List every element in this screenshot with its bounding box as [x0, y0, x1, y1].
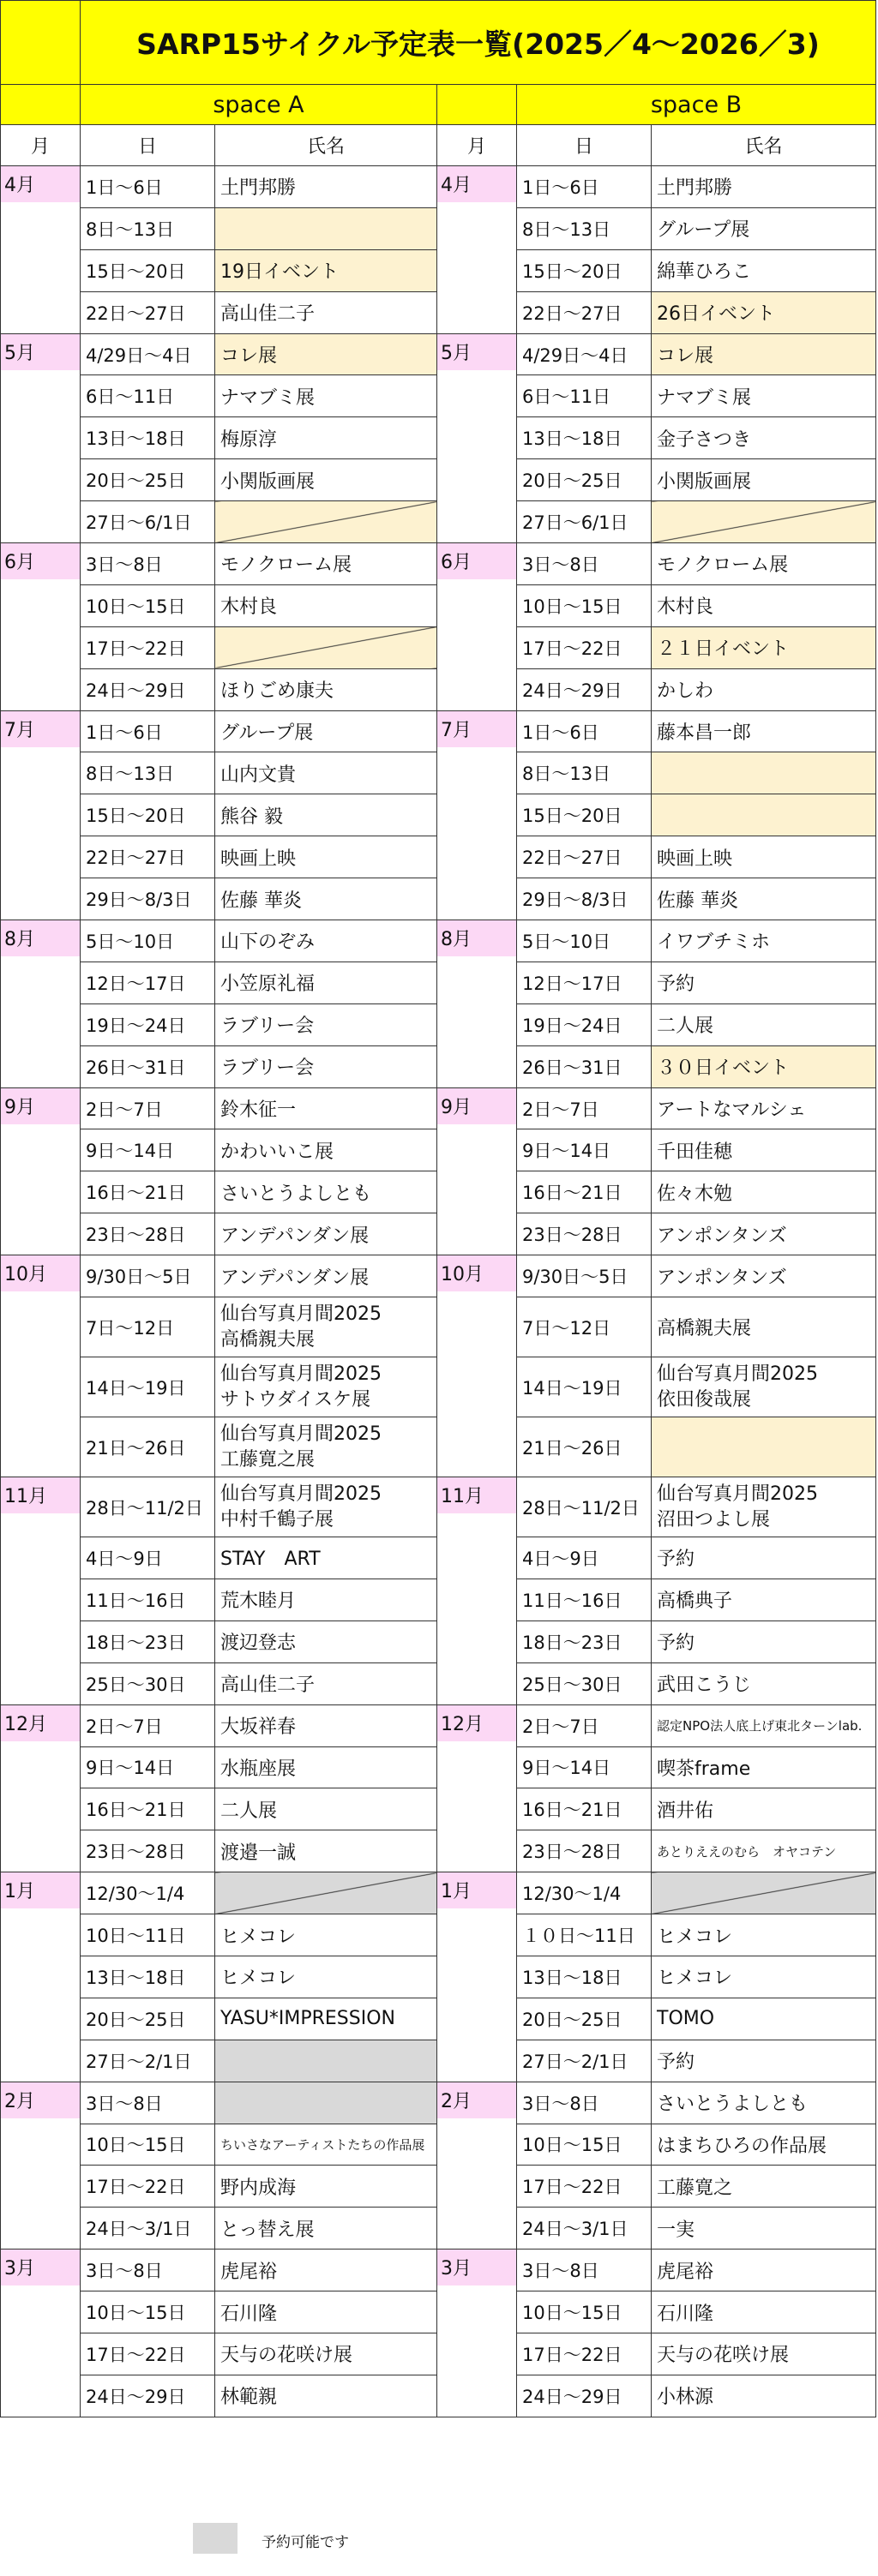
name-cell-a: ヒメコレ [215, 1914, 437, 1956]
name-cell-a: 土門邦勝 [215, 166, 437, 208]
date-cell-b: 22日～27日 [517, 836, 652, 878]
date-cell-a: 26日～31日 [81, 1045, 215, 1087]
month-label: 3月 [1, 2250, 80, 2285]
month-label: 5月 [437, 334, 516, 370]
column-header-row [1, 125, 876, 166]
date-cell-b: 13日～18日 [517, 1956, 652, 1998]
name-line-2: 沼田つよし展 [657, 1508, 771, 1531]
name-cell-b: 千田佳穂 [652, 1129, 876, 1171]
date-cell-b: 29日～8/3日 [517, 878, 652, 920]
month-cell-a [1, 1087, 81, 1255]
name-cell-a: 虎尾裕 [215, 2250, 437, 2291]
name-line-1: 仙台写真月間2025 [220, 1423, 382, 1445]
date-cell-a: 1日～6日 [81, 166, 215, 208]
date-cell-a: 8日～13日 [81, 752, 215, 794]
space-a-header: space A [81, 85, 437, 125]
month-label: 6月 [1, 543, 80, 579]
month-cell-a [1, 543, 81, 711]
month-cell-b [437, 920, 517, 1088]
month-cell-a [1, 1477, 81, 1705]
date-cell-b: 3日～8日 [517, 2082, 652, 2124]
date-cell-b: 9日～14日 [517, 1746, 652, 1788]
date-cell-b: 1日～6日 [517, 710, 652, 752]
date-cell-b: 25日～30日 [517, 1662, 652, 1704]
table-row [1, 710, 876, 752]
name-cell-b: 高橋典子 [652, 1579, 876, 1620]
name-cell-b: 土門邦勝 [652, 166, 876, 208]
name-cell-a: コレ展 [215, 333, 437, 375]
month-cell-b [437, 333, 517, 542]
col-date-a: 日 [81, 125, 215, 166]
col-name-b: 氏名 [652, 125, 876, 166]
month-cell-a [1, 1704, 81, 1872]
date-cell-a: 2日～7日 [81, 1704, 215, 1746]
name-cell-b: 綿華ひろこ [652, 249, 876, 291]
name-cell-a: 小笠原礼福 [215, 962, 437, 1003]
name-cell-b [652, 1417, 876, 1477]
name-cell-a: かわいいこ展 [215, 1129, 437, 1171]
date-cell-a: 22日～27日 [81, 836, 215, 878]
name-cell-b: あとりええのむら オヤコテン [652, 1830, 876, 1872]
date-cell-a: 9日～14日 [81, 1129, 215, 1171]
name-cell-b: 一実 [652, 2208, 876, 2250]
date-cell-b: 11日～16日 [517, 1579, 652, 1620]
date-cell-a: 11日～16日 [81, 1579, 215, 1620]
name-cell-b: イワブチミホ [652, 920, 876, 962]
date-cell-b: 26日～31日 [517, 1045, 652, 1087]
space-b-header: space B [517, 85, 876, 125]
month-cell-b [437, 1087, 517, 1255]
name-cell-b [652, 1477, 876, 1537]
name-cell-a: ちいさなアーティストたちの作品展 [215, 2124, 437, 2166]
name-cell-a: 野内成海 [215, 2166, 437, 2208]
date-cell-a: 27日～6/1日 [81, 501, 215, 543]
name-cell-a [215, 501, 437, 543]
date-cell-b: 27日～6/1日 [517, 501, 652, 543]
date-cell-b: 19日～24日 [517, 1003, 652, 1045]
date-cell-b: １０日～11日 [517, 1914, 652, 1956]
date-cell-b: 8日～13日 [517, 207, 652, 249]
date-cell-a: 2日～7日 [81, 1087, 215, 1129]
name-cell-a [215, 1477, 437, 1537]
month-cell-b [437, 1872, 517, 2082]
name-cell-b: かしわ [652, 668, 876, 710]
name-cell-b: 木村良 [652, 584, 876, 626]
name-cell-b [652, 752, 876, 794]
month-cell-b [437, 710, 517, 920]
date-cell-b: 6日～11日 [517, 375, 652, 417]
date-cell-b: 18日～23日 [517, 1620, 652, 1662]
month-label: 6月 [437, 543, 516, 579]
col-month-a: 月 [1, 125, 81, 166]
name-cell-a: 熊谷 毅 [215, 794, 437, 836]
date-cell-b: 2日～7日 [517, 1087, 652, 1129]
name-cell-a: アンデパンダン展 [215, 1213, 437, 1255]
month-cell-b [437, 2250, 517, 2417]
name-cell-a: 山内文貴 [215, 752, 437, 794]
name-cell-a: グループ展 [215, 710, 437, 752]
month-label: 8月 [1, 920, 80, 956]
date-cell-a: 3日～8日 [81, 2250, 215, 2291]
date-cell-a: 12日～17日 [81, 962, 215, 1003]
name-cell-b: 認定NPO法人底上げ東北ターンlab. [652, 1704, 876, 1746]
name-line-1: 仙台写真月間2025 [657, 1363, 818, 1385]
name-cell-a: ヒメコレ [215, 1956, 437, 1998]
name-cell-a [215, 2082, 437, 2124]
title-spacer [1, 1, 81, 85]
date-cell-b: 12日～17日 [517, 962, 652, 1003]
name-cell-b: 佐々木勉 [652, 1171, 876, 1213]
name-cell-a: さいとうよしとも [215, 1171, 437, 1213]
month-cell-a [1, 1872, 81, 2082]
date-cell-b: 24日～29日 [517, 2375, 652, 2417]
date-cell-b: 23日～28日 [517, 1213, 652, 1255]
month-cell-a [1, 920, 81, 1088]
date-cell-a: 8日～13日 [81, 207, 215, 249]
name-cell-a: 佐藤 華炎 [215, 878, 437, 920]
name-cell-a: 二人展 [215, 1788, 437, 1830]
date-cell-b: 9/30日～5日 [517, 1255, 652, 1297]
name-cell-a: 渡辺登志 [215, 1620, 437, 1662]
month-cell-a [1, 1255, 81, 1477]
name-line-1: 仙台写真月間2025 [220, 1363, 382, 1385]
name-cell-b: 石川隆 [652, 2291, 876, 2333]
month-label: 10月 [1, 1255, 80, 1291]
date-cell-b: 10日～15日 [517, 2291, 652, 2333]
month-cell-b [437, 1255, 517, 1477]
month-cell-b [437, 166, 517, 334]
name-cell-a: とっ替え展 [215, 2208, 437, 2250]
name-cell-b [652, 1872, 876, 1914]
month-cell-a [1, 710, 81, 920]
date-cell-b: 16日～21日 [517, 1788, 652, 1830]
table-row [1, 2250, 876, 2291]
month-cell-a [1, 2082, 81, 2250]
month-label: 7月 [1, 711, 80, 747]
col-date-b: 日 [517, 125, 652, 166]
month-label: 8月 [437, 920, 516, 956]
table-row [1, 166, 876, 208]
date-cell-a: 27日～2/1日 [81, 2040, 215, 2082]
legend-swatch [193, 2523, 238, 2554]
name-cell-b: 酒井佑 [652, 1788, 876, 1830]
name-cell-b: 小関版画展 [652, 459, 876, 501]
name-cell-b: 武田こうじ [652, 1662, 876, 1704]
month-cell-b [437, 2082, 517, 2250]
name-cell-b: TOMO [652, 1998, 876, 2040]
name-cell-b: 予約 [652, 1620, 876, 1662]
date-cell-a: 13日～18日 [81, 417, 215, 459]
date-cell-b: 15日～20日 [517, 794, 652, 836]
table-row [1, 2082, 876, 2124]
date-cell-b: 24日～3/1日 [517, 2208, 652, 2250]
table-row [1, 1255, 876, 1297]
date-cell-a: 13日～18日 [81, 1956, 215, 1998]
date-cell-b: 3日～8日 [517, 2250, 652, 2291]
name-cell-b: 虎尾裕 [652, 2250, 876, 2291]
date-cell-a: 17日～22日 [81, 626, 215, 668]
name-cell-a: モノクローム展 [215, 543, 437, 585]
date-cell-b: 12/30～1/4 [517, 1872, 652, 1914]
space-header-row [1, 85, 876, 125]
date-cell-b: 17日～22日 [517, 626, 652, 668]
date-cell-a: 12/30～1/4 [81, 1872, 215, 1914]
name-line-1: 仙台写真月間2025 [220, 1303, 382, 1325]
name-line-2: 依田俊哉展 [657, 1388, 752, 1411]
name-cell-a [215, 626, 437, 668]
date-cell-a: 17日～22日 [81, 2166, 215, 2208]
name-line-1: 仙台写真月間2025 [657, 1483, 818, 1505]
date-cell-a: 15日～20日 [81, 794, 215, 836]
name-cell-a: 鈴木征一 [215, 1087, 437, 1129]
date-cell-b: 28日～11/2日 [517, 1477, 652, 1537]
month-cell-b [437, 543, 517, 711]
date-cell-b: 15日～20日 [517, 249, 652, 291]
name-cell-b: 喫茶frame [652, 1746, 876, 1788]
month-label: 10月 [437, 1255, 516, 1291]
name-cell-b: 金子さつき [652, 417, 876, 459]
name-cell-b: コレ展 [652, 333, 876, 375]
name-cell-a: 梅原淳 [215, 417, 437, 459]
date-cell-b: 17日～22日 [517, 2333, 652, 2375]
date-cell-b: 5日～10日 [517, 920, 652, 962]
date-cell-a: 3日～8日 [81, 2082, 215, 2124]
date-cell-a: 16日～21日 [81, 1171, 215, 1213]
col-month-b: 月 [437, 125, 517, 166]
month-label: 2月 [1, 2082, 80, 2118]
month-label: 1月 [437, 1872, 516, 1908]
date-cell-a: 10日～15日 [81, 2291, 215, 2333]
name-cell-a: 林範親 [215, 2375, 437, 2417]
date-cell-b: 21日～26日 [517, 1417, 652, 1477]
month-label: 7月 [437, 711, 516, 747]
name-cell-b [652, 501, 876, 543]
date-cell-a: 16日～21日 [81, 1788, 215, 1830]
name-cell-a: 石川隆 [215, 2291, 437, 2333]
date-cell-b: 24日～29日 [517, 668, 652, 710]
date-cell-b: 16日～21日 [517, 1171, 652, 1213]
name-cell-b [652, 794, 876, 836]
date-cell-a: 22日～27日 [81, 291, 215, 333]
legend-label: 予約可能です [262, 2534, 349, 2551]
name-cell-a: ナマブミ展 [215, 375, 437, 417]
date-cell-b: 20日～25日 [517, 459, 652, 501]
date-cell-a: 25日～30日 [81, 1662, 215, 1704]
name-cell-a [215, 1417, 437, 1477]
date-cell-a: 29日～8/3日 [81, 878, 215, 920]
month-label: 1月 [1, 1872, 80, 1908]
name-line-1: 仙台写真月間2025 [220, 1483, 382, 1505]
date-cell-b: 1日～6日 [517, 166, 652, 208]
date-cell-a: 10日～15日 [81, 2124, 215, 2166]
date-cell-b: 20日～25日 [517, 1998, 652, 2040]
date-cell-b: 10日～15日 [517, 2124, 652, 2166]
name-cell-b: ナマブミ展 [652, 375, 876, 417]
date-cell-a: 3日～8日 [81, 543, 215, 585]
name-cell-a: 大坂祥春 [215, 1704, 437, 1746]
name-cell-b: ヒメコレ [652, 1914, 876, 1956]
month-label: 11月 [1, 1477, 80, 1513]
month-label: 9月 [437, 1088, 516, 1124]
name-cell-a: 映画上映 [215, 836, 437, 878]
date-cell-b: 22日～27日 [517, 291, 652, 333]
month-cell-b [437, 1477, 517, 1705]
name-cell-b: 高橋親夫展 [652, 1297, 876, 1357]
name-cell-b: ３０日イベント [652, 1045, 876, 1087]
name-cell-a: 荒木睦月 [215, 1579, 437, 1620]
month-cell-a [1, 2250, 81, 2417]
date-cell-a: 1日～6日 [81, 710, 215, 752]
month-label: 5月 [1, 334, 80, 370]
name-cell-b: アートなマルシェ [652, 1087, 876, 1129]
date-cell-a: 7日～12日 [81, 1297, 215, 1357]
date-cell-a: 10日～15日 [81, 584, 215, 626]
date-cell-a: 9日～14日 [81, 1746, 215, 1788]
name-cell-b: アンポンタンズ [652, 1213, 876, 1255]
col-name-a: 氏名 [215, 125, 437, 166]
name-cell-b: 26日イベント [652, 291, 876, 333]
name-cell-b: ２１日イベント [652, 626, 876, 668]
name-cell-b: グループ展 [652, 207, 876, 249]
name-line-2: 工藤寛之展 [220, 1448, 316, 1471]
date-cell-a: 21日～26日 [81, 1417, 215, 1477]
table-row [1, 543, 876, 585]
month-label: 11月 [437, 1477, 516, 1513]
month-label: 4月 [437, 166, 516, 202]
name-cell-a [215, 207, 437, 249]
date-cell-a: 20日～25日 [81, 1998, 215, 2040]
date-cell-b: 8日～13日 [517, 752, 652, 794]
date-cell-b: 7日～12日 [517, 1297, 652, 1357]
date-cell-b: 4/29日～4日 [517, 333, 652, 375]
month-label: 9月 [1, 1088, 80, 1124]
date-cell-a: 6日～11日 [81, 375, 215, 417]
name-cell-a: ラブリー会 [215, 1003, 437, 1045]
date-cell-a: 24日～29日 [81, 2375, 215, 2417]
date-cell-b: 10日～15日 [517, 584, 652, 626]
date-cell-b: 4日～9日 [517, 1537, 652, 1579]
table-row [1, 1872, 876, 1914]
name-cell-a: ラブリー会 [215, 1045, 437, 1087]
month-cell-b [437, 1704, 517, 1872]
name-cell-b: 二人展 [652, 1003, 876, 1045]
name-cell-a: 高山佳二子 [215, 291, 437, 333]
month-label: 12月 [1, 1705, 80, 1741]
name-cell-a: YASU*IMPRESSION [215, 1998, 437, 2040]
table-row [1, 1477, 876, 1537]
month-label: 2月 [437, 2082, 516, 2118]
name-cell-a: 高山佳二子 [215, 1662, 437, 1704]
name-cell-b: アンポンタンズ [652, 1255, 876, 1297]
table-row [1, 333, 876, 375]
table-row [1, 1087, 876, 1129]
table-row [1, 920, 876, 962]
name-cell-b: 工藤寛之 [652, 2166, 876, 2208]
date-cell-a: 10日～11日 [81, 1914, 215, 1956]
date-cell-a: 24日～29日 [81, 668, 215, 710]
name-cell-b: 予約 [652, 2040, 876, 2082]
title-row [1, 1, 876, 85]
name-cell-b: さいとうよしとも [652, 2082, 876, 2124]
name-cell-b: 映画上映 [652, 836, 876, 878]
date-cell-a: 5日～10日 [81, 920, 215, 962]
date-cell-a: 4日～9日 [81, 1537, 215, 1579]
name-cell-a [215, 1357, 437, 1417]
date-cell-a: 28日～11/2日 [81, 1477, 215, 1537]
date-cell-b: 23日～28日 [517, 1830, 652, 1872]
date-cell-b: 2日～7日 [517, 1704, 652, 1746]
date-cell-b: 17日～22日 [517, 2166, 652, 2208]
date-cell-b: 14日～19日 [517, 1357, 652, 1417]
name-cell-a: 渡邉一誠 [215, 1830, 437, 1872]
table-row [1, 1704, 876, 1746]
date-cell-b: 13日～18日 [517, 417, 652, 459]
name-cell-a: 木村良 [215, 584, 437, 626]
date-cell-a: 23日～28日 [81, 1830, 215, 1872]
date-cell-b: 27日～2/1日 [517, 2040, 652, 2082]
name-cell-a [215, 1297, 437, 1357]
month-cell-a [1, 333, 81, 542]
name-cell-b: はまちひろの作品展 [652, 2124, 876, 2166]
name-cell-a: STAY ART [215, 1537, 437, 1579]
name-cell-b: モノクローム展 [652, 543, 876, 585]
date-cell-a: 17日～22日 [81, 2333, 215, 2375]
date-cell-a: 18日～23日 [81, 1620, 215, 1662]
month-cell-a [1, 166, 81, 334]
name-cell-a: 水瓶座展 [215, 1746, 437, 1788]
name-cell-b: 予約 [652, 962, 876, 1003]
date-cell-a: 4/29日～4日 [81, 333, 215, 375]
name-cell-b: 小林源 [652, 2375, 876, 2417]
name-line-2: サトウダイスケ展 [220, 1388, 371, 1411]
name-cell-a: 天与の花咲け展 [215, 2333, 437, 2375]
name-cell-b: 天与の花咲け展 [652, 2333, 876, 2375]
month-label: 4月 [1, 166, 80, 202]
date-cell-b: 3日～8日 [517, 543, 652, 585]
name-cell-a: 小関版画展 [215, 459, 437, 501]
page-title: SARP15サイクル予定表一覧(2025／4～2026／3) [81, 1, 876, 85]
date-cell-a: 15日～20日 [81, 249, 215, 291]
date-cell-a: 24日～3/1日 [81, 2208, 215, 2250]
name-cell-a [215, 2040, 437, 2082]
space-header-spacer [1, 85, 81, 125]
month-label: 12月 [437, 1705, 516, 1741]
name-line-2: 中村千鶴子展 [220, 1508, 334, 1531]
date-cell-a: 23日～28日 [81, 1213, 215, 1255]
date-cell-a: 9/30日～5日 [81, 1255, 215, 1297]
space-header-spacer-b [437, 85, 517, 125]
date-cell-a: 20日～25日 [81, 459, 215, 501]
name-cell-b: 佐藤 華炎 [652, 878, 876, 920]
date-cell-a: 19日～24日 [81, 1003, 215, 1045]
name-line-2: 高橋親夫展 [220, 1328, 316, 1351]
name-cell-a: ほりごめ康夫 [215, 668, 437, 710]
month-label: 3月 [437, 2250, 516, 2285]
name-cell-b [652, 1357, 876, 1417]
name-cell-a: アンデパンダン展 [215, 1255, 437, 1297]
date-cell-a: 14日～19日 [81, 1357, 215, 1417]
name-cell-b: 予約 [652, 1537, 876, 1579]
name-cell-a [215, 1872, 437, 1914]
name-cell-a: 山下のぞみ [215, 920, 437, 962]
date-cell-b: 9日～14日 [517, 1129, 652, 1171]
name-cell-b: ヒメコレ [652, 1956, 876, 1998]
name-cell-a: 19日イベント [215, 249, 437, 291]
name-cell-b: 藤本昌一郎 [652, 710, 876, 752]
